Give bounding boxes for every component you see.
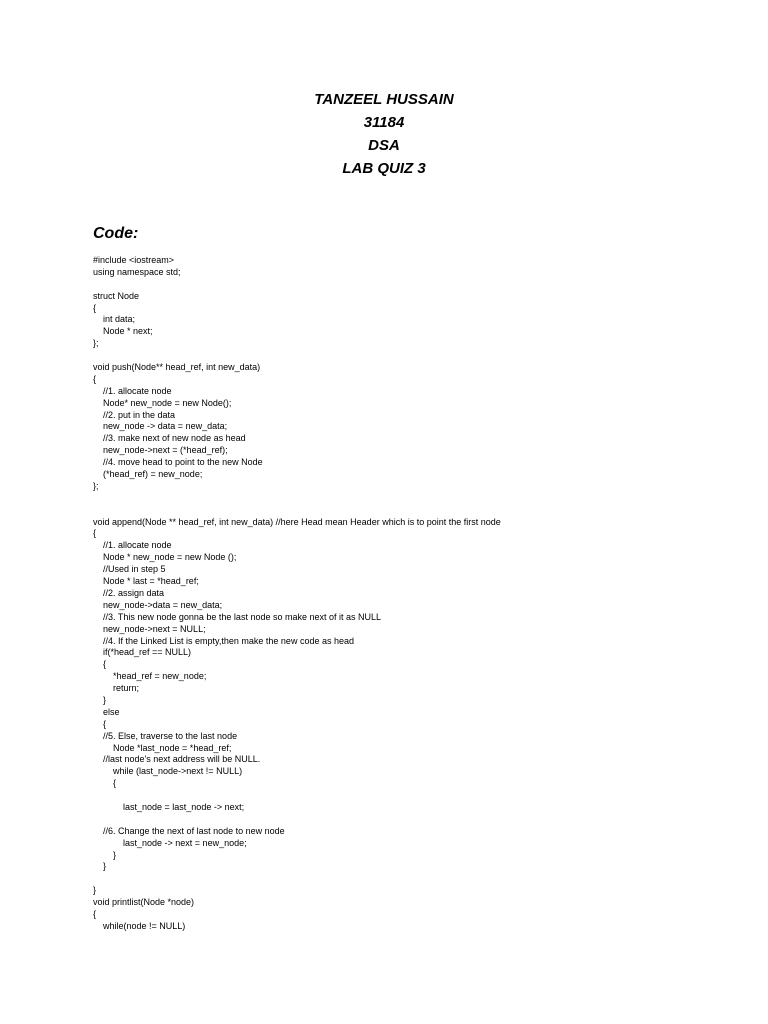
code-line: //3. This new node gonna be the last node so make next of it as NULL [93, 611, 382, 622]
code-line: { [93, 302, 97, 313]
code-line: } [93, 861, 107, 872]
code-line: { [93, 373, 97, 384]
code-line: if(*head_ref == NULL) [93, 647, 192, 658]
code-line: Node * last = *head_ref; [93, 576, 199, 587]
code-line: } [93, 885, 97, 896]
section-title: Code: [93, 225, 139, 242]
code-line: }; [93, 338, 99, 349]
code-line: //5. Else, traverse to the last node [93, 730, 238, 741]
code-line: //4. move head to point to the new Node [93, 457, 263, 468]
code-line: new_node->next = NULL; [93, 623, 206, 634]
code-line: { [93, 659, 107, 670]
student-id: 31184 [363, 114, 405, 131]
code-line: while (last_node->next != NULL) [93, 766, 243, 777]
assignment-title: LAB QUIZ 3 [342, 160, 426, 177]
code-line: void printlist(Node *node) [93, 897, 195, 908]
code-line: //2. put in the data [93, 409, 176, 420]
code-line [93, 790, 753, 802]
code-line: struct Node [93, 290, 140, 301]
code-line: Node *last_node = *head_ref; [93, 742, 232, 753]
code-line: (*head_ref) = new_node; [93, 469, 203, 480]
code-line: //Used in step 5 [93, 564, 166, 575]
code-line: } [93, 849, 117, 860]
code-line: //1. allocate node [93, 385, 172, 396]
course-name: DSA [368, 137, 400, 154]
code-line: Node* new_node = new Node(); [93, 397, 232, 408]
code-line [93, 505, 753, 517]
code-line: //6. Change the next of last node to new node [93, 825, 285, 836]
code-line: last_node -> next = new_node; [93, 837, 247, 848]
code-line: //last node's next address will be NULL. [93, 754, 261, 765]
code-line: { [93, 908, 97, 919]
code-line [93, 350, 753, 362]
code-line: Node * next; [93, 326, 153, 337]
code-line [93, 873, 753, 885]
code-line: { [93, 528, 97, 539]
code-line: void append(Node ** head_ref, int new_data) //here Head mean Header which is to point the first node [93, 516, 501, 527]
code-line [93, 814, 753, 826]
code-line: return; [93, 683, 140, 694]
code-line: *head_ref = new_node; [93, 671, 207, 682]
code-line: #include <iostream> [93, 255, 175, 265]
code-line: { [93, 778, 117, 789]
code-line: while(node != NULL) [93, 920, 186, 931]
code-line: else [93, 706, 120, 717]
code-line: new_node -> data = new_data; [93, 421, 228, 432]
code-line [93, 279, 753, 291]
document-header [0, 88, 768, 180]
code-line: void push(Node** head_ref, int new_data) [93, 362, 261, 373]
code-line: //4. If the Linked List is empty,then make the new code as head [93, 635, 354, 646]
code-line: new_node->next = (*head_ref); [93, 445, 228, 456]
code-line: last_node = last_node -> next; [93, 801, 245, 812]
code-block [93, 255, 753, 933]
code-line: //2. assign data [93, 587, 165, 598]
code-line: //3. make next of new node as head [93, 433, 246, 444]
code-line: //1. allocate node [93, 540, 172, 551]
code-line: { [93, 718, 107, 729]
code-line: int data; [93, 314, 136, 325]
code-line: } [93, 694, 107, 705]
code-line: }; [93, 480, 99, 491]
code-line [93, 493, 753, 505]
code-line: using namespace std; [93, 266, 181, 277]
code-line: Node * new_node = new Node (); [93, 552, 237, 563]
code-line: new_node->data = new_data; [93, 599, 223, 610]
author-name: TANZEEL HUSSAIN [314, 91, 454, 108]
